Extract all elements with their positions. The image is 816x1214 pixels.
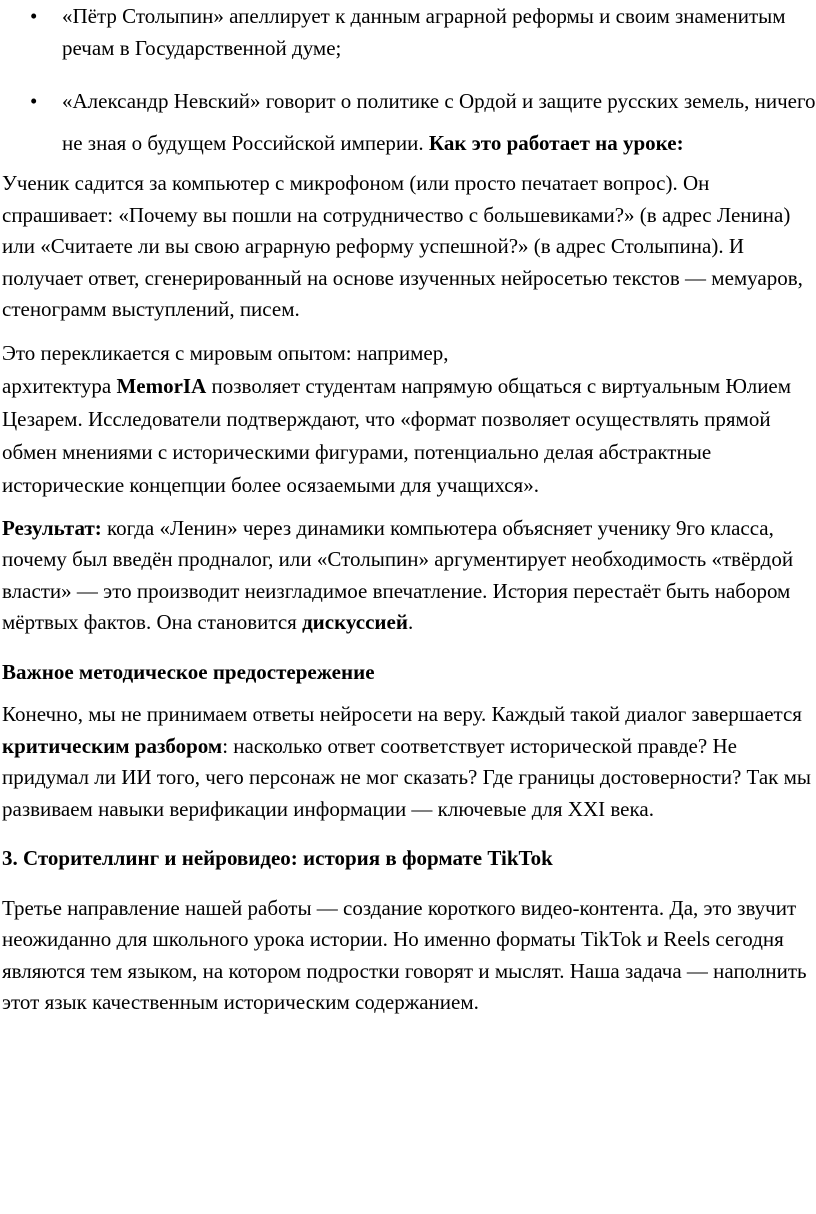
heading-text: 3. Сторителлинг и нейровидео: история в формате TikTok: [2, 846, 553, 870]
paragraph-world-experience: [0, 337, 816, 502]
paragraph-student: [0, 168, 816, 326]
discussion-term: дискуссией: [302, 610, 408, 634]
bullet-marker: •: [30, 89, 38, 113]
heading-storytelling: [0, 843, 816, 875]
bullet-marker: •: [30, 4, 38, 28]
critical-term: критическим разбором: [2, 733, 223, 758]
bullet-list: [0, 0, 816, 164]
list-item: [0, 80, 816, 164]
bullet-text: «Александр Невский» говорит о политике с Ордой и защите русских земель, ничего не зная о будущем Российской империи.: [62, 89, 816, 155]
paragraph-text: : насколько ответ соответствует исторической правде? Не придумал ли ИИ того, чего персонаж не мог сказать? Где границы достоверности? Так мы развиваем навыки верификации информации — ключевые для XXI века.: [2, 733, 812, 821]
paragraph-text: .: [407, 610, 414, 634]
heading-warning: [0, 657, 816, 689]
paragraph-text: архитектура: [2, 373, 117, 398]
paragraph-text: Это перекликается с мировым опытом: например,: [2, 340, 449, 365]
memoria-term: MemorIA: [116, 373, 207, 398]
paragraph-text: Ученик садится за компьютер с микрофоном (или просто печатает вопрос). Он спрашивает: «Почему вы пошли на сотрудничество с большевиками?» (в адрес Ленина) или «Считаете ли вы свою аграрную реформу успешной?» (в адрес Столыпина). И получает ответ, сгенерированный на основе изученных нейросетью текстов — мемуаров, стенограмм выступлений, писем.: [2, 171, 803, 321]
bullet-text: «Пётр Столыпин» апеллирует к данным аграрной реформы и своим знаменитым речам в Государственной думе;: [62, 4, 786, 60]
paragraph-result: [0, 513, 816, 639]
paragraph-critical: [0, 699, 816, 825]
section-subheading: Как это работает на уроке:: [428, 131, 684, 155]
paragraph-text: Третье направление нашей работы — создание короткого видео-контента. Да, это звучит неожиданно для школьного урока истории. Но именно форматы TikTok и Reels сегодня являются тем языком, на котором подростки говорят и мыслят. Наша задача — наполнить этот язык качественным историческим содержанием.: [2, 895, 807, 1014]
paragraph-text: позволяет студентам напрямую общаться с виртуальным Юлием Цезарем. Исследователи подтверждают, что «формат позволяет осуществлять прямой обмен мнениями с историческими фигурами, потенциально делая абстрактные исторические концепции более осязаемыми для учащихся».: [2, 373, 792, 497]
paragraph-text: Конечно, мы не принимаем ответы нейросети на веру. Каждый такой диалог завершается: [2, 702, 802, 726]
list-item: [0, 0, 816, 64]
result-label: Результат:: [2, 515, 102, 540]
paragraph-text: когда «Ленин» через динамики компьютера объясняет ученику 9го класса, почему был введён продналог, или «Столыпин» аргументирует необходимость «твёрдой власти» — это производит неизгладимое впечатление. История перестаёт быть набором мёртвых фактов. Она становится: [2, 515, 794, 634]
paragraph-tiktok: [0, 893, 816, 1019]
heading-text: Важное методическое предостережение: [2, 659, 375, 684]
